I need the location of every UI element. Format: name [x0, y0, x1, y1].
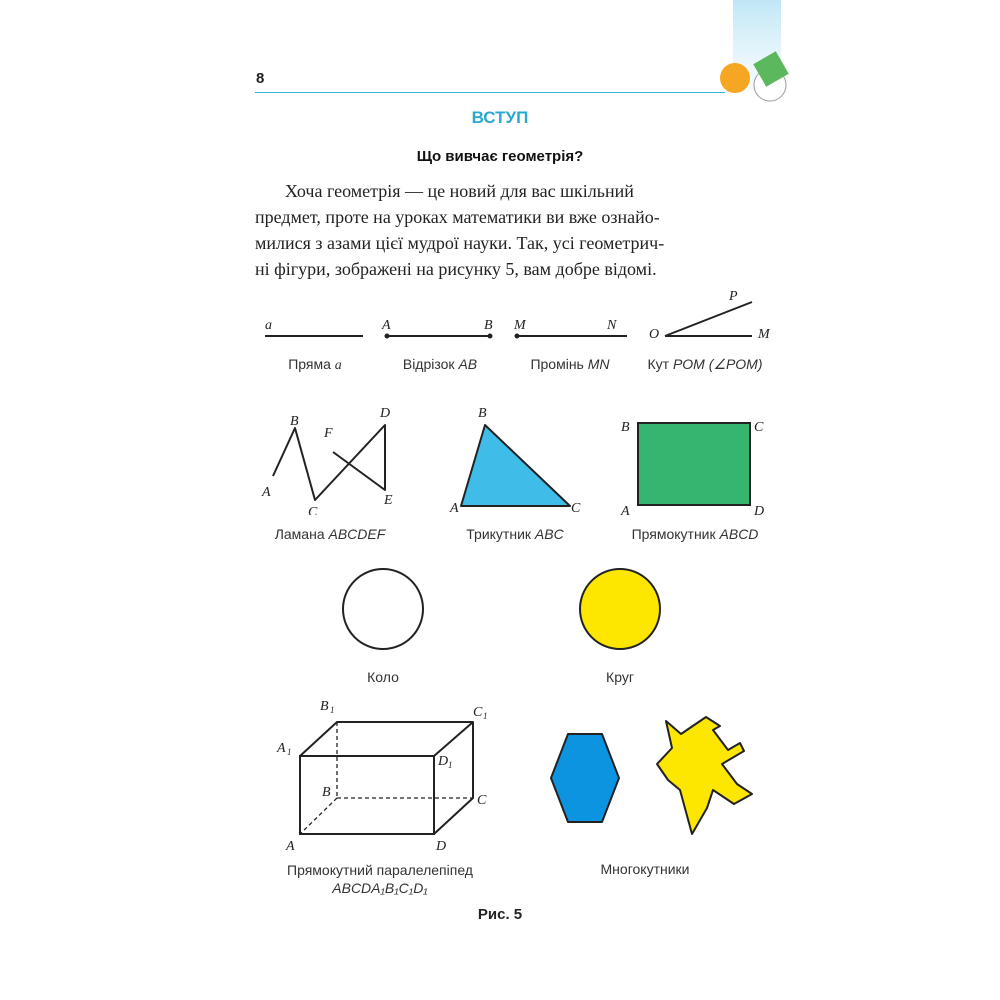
caption-angle: Кут POM (∠POM)	[647, 356, 763, 372]
polyline-label-c: C	[308, 505, 318, 515]
box-label-b1: B	[320, 699, 329, 714]
figure-rectangle	[610, 405, 780, 520]
rectangle-label-c: C	[754, 420, 764, 435]
figure-line	[255, 310, 375, 350]
figure-triangle	[445, 400, 590, 515]
intro-paragraph	[255, 178, 785, 282]
box-label-a: A	[286, 839, 295, 854]
box-label-d: D	[436, 839, 447, 854]
figure-polygons	[540, 708, 760, 838]
triangle-label-c: C	[571, 501, 581, 515]
caption-line: Пряма a	[288, 356, 342, 373]
caption-disk: Круг	[606, 669, 634, 685]
angle-label-p: P	[729, 289, 738, 304]
svg-text:1: 1	[483, 711, 488, 721]
header-orange-circle	[720, 63, 750, 93]
header-rule	[255, 92, 725, 93]
rectangle-label-b: B	[621, 420, 630, 435]
irregular-polygon-shape	[657, 717, 752, 834]
paragraph-line: предмет, проте на уроках математики ви вже ознайо-	[255, 207, 660, 227]
ray-label-n: N	[607, 318, 617, 333]
figure-ray	[505, 310, 635, 350]
caption-polyline: Ламана ABCDEF	[274, 526, 386, 542]
caption-parallelepiped-line1: Прямокутний паралелепіпед	[287, 862, 473, 878]
rectangle-label-a: A	[621, 504, 630, 519]
caption-parallelepiped	[255, 861, 505, 897]
box-label-b: B	[322, 785, 331, 800]
polyline-label-e: E	[384, 493, 393, 508]
section-subtitle: Що вивчає геометрія?	[416, 148, 584, 165]
header-decoration	[715, 0, 800, 110]
box-label-a1: A	[277, 741, 286, 756]
caption-segment: Відрізок AB	[402, 356, 478, 372]
figure-caption: Рис. 5	[477, 906, 523, 923]
polyline-label-b: B	[290, 414, 299, 429]
figure-parallelepiped	[270, 692, 500, 857]
segment-label-b: B	[484, 318, 493, 333]
figure-segment	[375, 310, 505, 350]
triangle-label-a: A	[450, 501, 459, 515]
caption-rectangle: Прямокутник ABCD	[631, 526, 759, 542]
rectangle-shape	[638, 423, 750, 505]
page-number: 8	[256, 70, 265, 87]
angle-label-o: O	[649, 327, 660, 342]
hexagon-shape	[551, 734, 619, 822]
svg-text:1: 1	[330, 705, 335, 715]
angle-label-m: M	[758, 327, 770, 342]
svg-text:1: 1	[287, 747, 292, 757]
caption-ray: Промінь MN	[530, 356, 610, 372]
caption-triangle: Трикутник ABC	[466, 526, 564, 542]
triangle-shape	[461, 425, 570, 506]
paragraph-line: Хоча геометрія — це новий для вас шкільний	[285, 181, 634, 201]
figure-disk	[575, 565, 665, 655]
polyline-label-f: F	[324, 426, 333, 441]
polyline-label-d: D	[380, 406, 391, 421]
ray-label-m: M	[514, 318, 526, 333]
paragraph-line: милися з азами цієї мудрої науки. Так, усі геометрич-	[255, 233, 665, 253]
triangle-label-b: B	[478, 406, 487, 421]
figure-polyline	[255, 400, 405, 515]
polyline-label-a: A	[262, 485, 271, 500]
figure-angle	[640, 282, 790, 352]
caption-parallelepiped-line2: ABCDA₁B₁C₁D₁	[332, 880, 428, 896]
svg-text:1: 1	[448, 760, 453, 770]
caption-polygons: Многокутники	[600, 861, 690, 877]
rectangle-label-d: D	[754, 504, 765, 519]
caption-circle: Коло	[367, 669, 399, 685]
box-label-c: C	[477, 793, 487, 808]
box-label-c1: C	[473, 705, 483, 720]
disk-shape	[580, 569, 660, 649]
paragraph-line: ні фігури, зображені на рисунку 5, вам добре відомі.	[255, 259, 657, 279]
circle-outline-shape	[343, 569, 423, 649]
figure-circle-outline	[340, 565, 430, 655]
section-title: ВСТУП	[471, 108, 529, 127]
box-label-d1: D	[438, 754, 449, 769]
line-label-a: a	[265, 318, 272, 333]
segment-label-a: A	[382, 318, 391, 333]
